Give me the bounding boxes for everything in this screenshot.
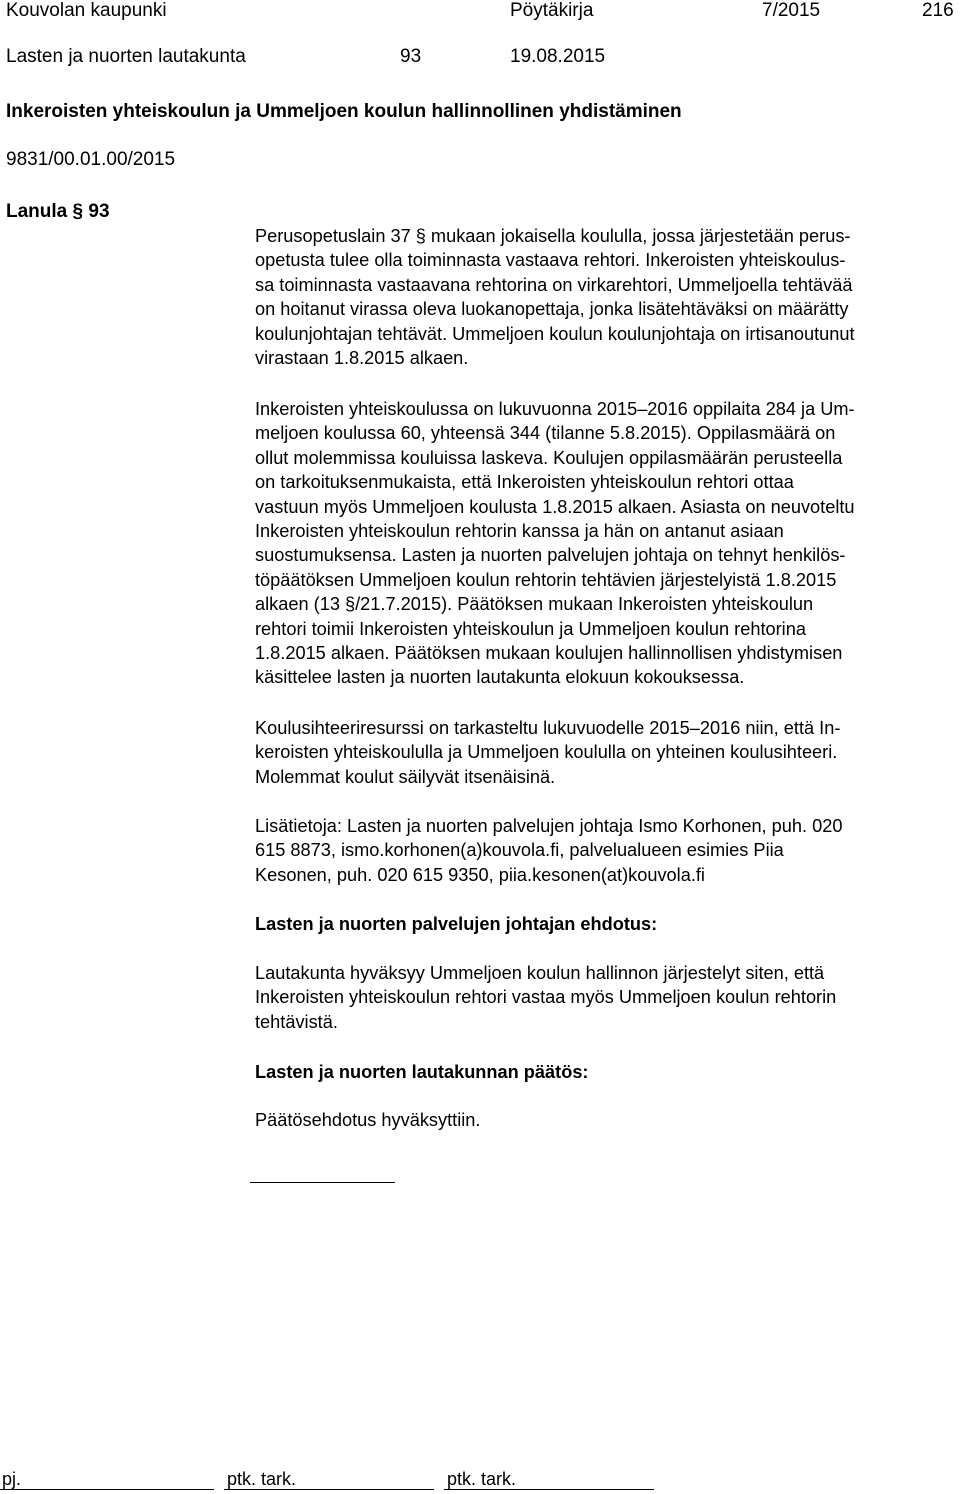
heading-text: Lasten ja nuorten palvelujen johtajan ehdotus:	[255, 914, 658, 934]
footer-pj: pj.	[2, 1469, 22, 1489]
page-number: 216	[922, 0, 954, 21]
text-line: koulunjohtajan tehtävät. Ummeljoen koulun koulunjohtaja on irtisanoutunut	[255, 323, 855, 344]
meeting-date: 19.08.2015	[510, 46, 606, 67]
text-line: Koulusihteeriresurssi on tarkasteltu lukuvuodelle 2015–2016 niin, että In-	[255, 718, 841, 738]
board-name: Lasten ja nuorten lautakunta	[6, 46, 246, 67]
text-line: on hoitanut virassa oleva luokanopettaja, jonka lisätehtäväksi on määrätty	[255, 299, 849, 320]
issue-number: 7/2015	[762, 0, 821, 21]
section-sign: §	[72, 201, 84, 222]
text-line: 1.8.2015 alkaen. Päätöksen mukaan koulujen hallinnollisen yhdistymisen	[255, 643, 843, 664]
text-line: Molemmat koulut säilyvät itsenäisinä.	[255, 766, 556, 787]
record-id: 9831/00.01.00/2015	[6, 149, 176, 170]
text-line: virastaan 1.8.2015 alkaen.	[255, 348, 469, 369]
section-number-label: 93	[88, 201, 110, 222]
paragraph-3	[255, 716, 955, 789]
text-line: Inkeroisten yhteiskoulun rehtorin kanssa ja hän on antanut asiaan	[255, 521, 784, 542]
text-line: tehtävistä.	[255, 1011, 338, 1032]
text-line: Lautakunta hyväksyy Ummeljoen koulun hallinnon järjestelyt siten, että	[255, 963, 825, 983]
section-name: Lanula	[6, 201, 68, 222]
text-line: Kesonen, puh. 020 615 9350, piia.kesonen(at)kouvola.fi	[255, 864, 705, 885]
page-title: Inkeroisten yhteiskoulun ja Ummeljoen koulun hallinnollinen yhdistäminen	[6, 101, 682, 122]
text-line: rehtori toimii Inkeroisten yhteiskoulun ja Ummeljoen koulun rehtorina	[255, 618, 806, 639]
decision-text	[255, 1108, 955, 1132]
text-line: Perusopetuslain 37 § mukaan jokaisella koululla, jossa järjestetään perus-	[255, 226, 851, 246]
text-line: Inkeroisten yhteiskoulussa on lukuvuonna 2015–2016 oppilaita 284 ja Um-	[255, 399, 855, 419]
section-number: 93	[400, 46, 422, 67]
proposal-heading	[255, 912, 955, 936]
text-line: 615 8873, ismo.korhonen(a)kouvola.fi, palvelualueen esimies Piia	[255, 840, 784, 861]
proposal-text	[255, 961, 955, 1034]
text-line: on tarkoituksenmukaista, että Inkeroisten yhteiskoulun rehtori ottaa	[255, 472, 794, 493]
paragraph-2	[255, 397, 955, 690]
text-line: vastuun myös Ummeljoen koulusta 1.8.2015 alkaen. Asiasta on neuvoteltu	[255, 496, 855, 517]
text-line: Päätösehdotus hyväksyttiin.	[255, 1110, 481, 1130]
text-line: opetusta tulee olla toiminnasta vastaava rehtori. Inkeroisten yhteiskoulus-	[255, 250, 846, 271]
text-line: suostumuksensa. Lasten ja nuorten palvelujen johtaja on tehnyt henkilös-	[255, 545, 846, 566]
city-name: Kouvolan kaupunki	[6, 0, 167, 21]
paragraph-4	[255, 814, 955, 887]
footer-line-ptk2	[444, 1489, 654, 1490]
footer-ptk-tark-2: ptk. tark.	[447, 1469, 517, 1489]
document-type: Pöytäkirja	[510, 0, 594, 21]
footer-line-pj	[0, 1489, 214, 1490]
heading-text: Lasten ja nuorten lautakunnan päätös:	[255, 1062, 589, 1082]
text-line: meljoen koulussa 60, yhteensä 344 (tilanne 5.8.2015). Oppilasmäärä on	[255, 423, 836, 444]
section-label	[6, 201, 110, 223]
text-line: keroisten yhteiskoululla ja Ummeljoen koululla on yhteinen koulusihteeri.	[255, 742, 838, 763]
paragraph-1	[255, 224, 955, 370]
text-line: alkaen (13 §/21.7.2015). Päätöksen mukaan Inkeroisten yhteiskoulun	[255, 594, 814, 615]
text-line: Lisätietoja: Lasten ja nuorten palvelujen johtaja Ismo Korhonen, puh. 020	[255, 816, 843, 836]
text-line: käsittelee lasten ja nuorten lautakunta elokuun kokouksessa.	[255, 667, 745, 688]
text-line: ollut molemmissa kouluissa laskeva. Koulujen oppilasmäärän perusteella	[255, 447, 843, 468]
signature-line	[250, 1182, 395, 1183]
footer-line-ptk1	[224, 1489, 434, 1490]
text-line: Inkeroisten yhteiskoulun rehtori vastaa myös Ummeljoen koulun rehtorin	[255, 987, 837, 1008]
text-line: töpäätöksen Ummeljoen koulun rehtorin tehtävien järjestelyistä 1.8.2015	[255, 569, 837, 590]
decision-heading	[255, 1060, 955, 1084]
text-line: sa toiminnasta vastaavana rehtorina on virkarehtori, Ummeljoella tehtävää	[255, 274, 853, 295]
footer-ptk-tark-1: ptk. tark.	[227, 1469, 297, 1489]
